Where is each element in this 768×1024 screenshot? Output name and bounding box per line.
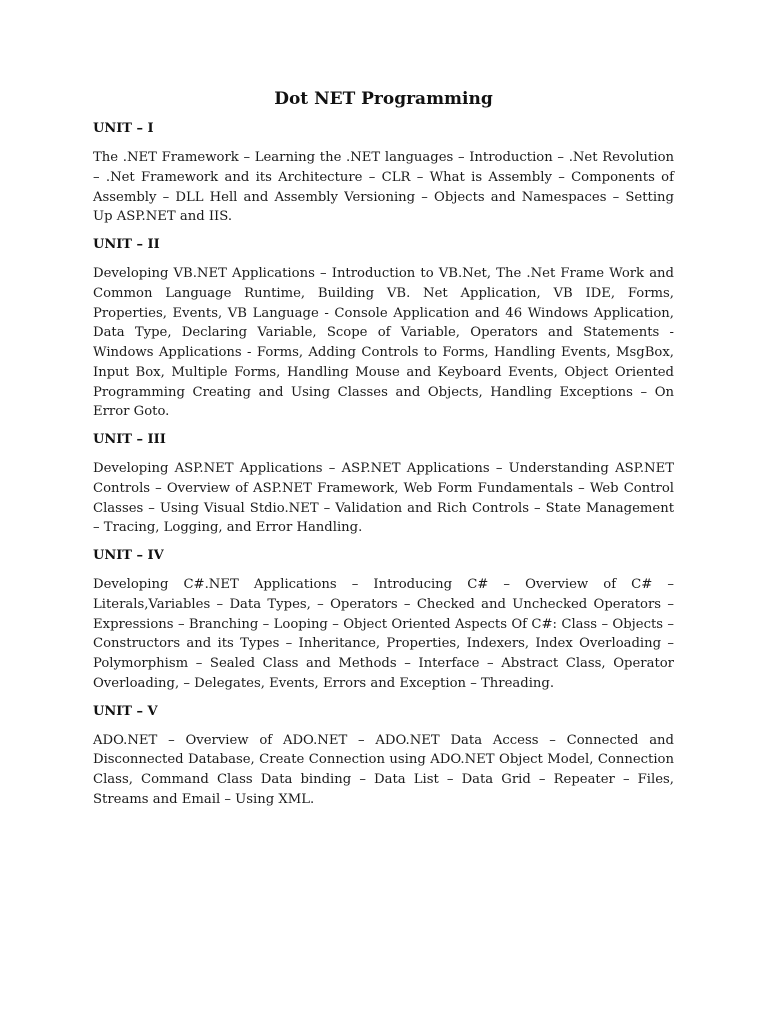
unit-3-section [93, 430, 674, 538]
unit-4-section [93, 546, 674, 694]
unit-5-heading: UNIT – V [93, 703, 158, 719]
unit-3-heading: UNIT – III [93, 432, 166, 447]
unit-5-section [93, 702, 674, 810]
unit-1-body: The .NET Framework – Learning the .NET languages – Introduction – .Net Revolution – .Net Framework and its Architecture – CLR – What is Assembly – Components of Assembly – DLL Hell and Assembly Versioning – Objects and Namespaces – Setting Up ASP.NET and IIS. [93, 150, 674, 225]
unit-5-body: ADO.NET – Overview of ADO.NET – ADO.NET Data Access – Connected and Disconnected Database, Create Connection using ADO.NET Object Model, Connection Class, Command Class Data binding – Data List – Data Grid – Repeater – Files, Streams and Email – Using XML. [93, 732, 674, 807]
unit-1-heading: UNIT – I [93, 121, 154, 136]
unit-4-heading: UNIT – IV [93, 548, 164, 563]
document-title: Dot NET Programming [274, 89, 493, 109]
unit-2-body: Developing VB.NET Applications – Introduction to VB.Net, The .Net Frame Work and Common Language Runtime, Building VB. Net Application, VB IDE, Forms, Properties, Events, VB Language - Console Application and 46 Windows Application, Data Type, Declaring Variable, Scope of Variable, Operators and Statements - Windows Applications - Forms, Adding Controls to Forms, Handling Events, MsgBox, Input Box, Multiple Forms, Handling Mouse and Keyboard Events, Object Oriented Programming Creating and Using Classes and Objects, Handling Exceptions – On Error Goto. [93, 266, 674, 420]
syllabus-page [93, 84, 674, 818]
unit-2-section [93, 235, 674, 422]
unit-2-heading: UNIT – II [93, 237, 160, 252]
unit-3-body: Developing ASP.NET Applications – ASP.NET Applications – Understanding ASP.NET Controls – Overview of ASP.NET Framework, Web Form Fundamentals – Web Control Classes – Using Visual Stdio.NET – Validation and Rich Controls – State Management – Tracing, Logging, and Error Handling. [93, 461, 674, 536]
unit-1-section [93, 119, 674, 227]
unit-4-body: Developing C#.NET Applications – Introducing C# – Overview of C# – Literals,Variables – Data Types, – Operators – Checked and Unchecked Operators – Expressions – Branching – Looping – Object Oriented Aspects Of C#: Class – Objects – Constructors and its Types – Inheritance, Properties, Indexers, Index Overloading – Polymorphism – Sealed Class and Methods – Interface – Abstract Class, Operator Overloading, – Delegates, Events, Errors and Exception – Threading. [93, 577, 674, 691]
